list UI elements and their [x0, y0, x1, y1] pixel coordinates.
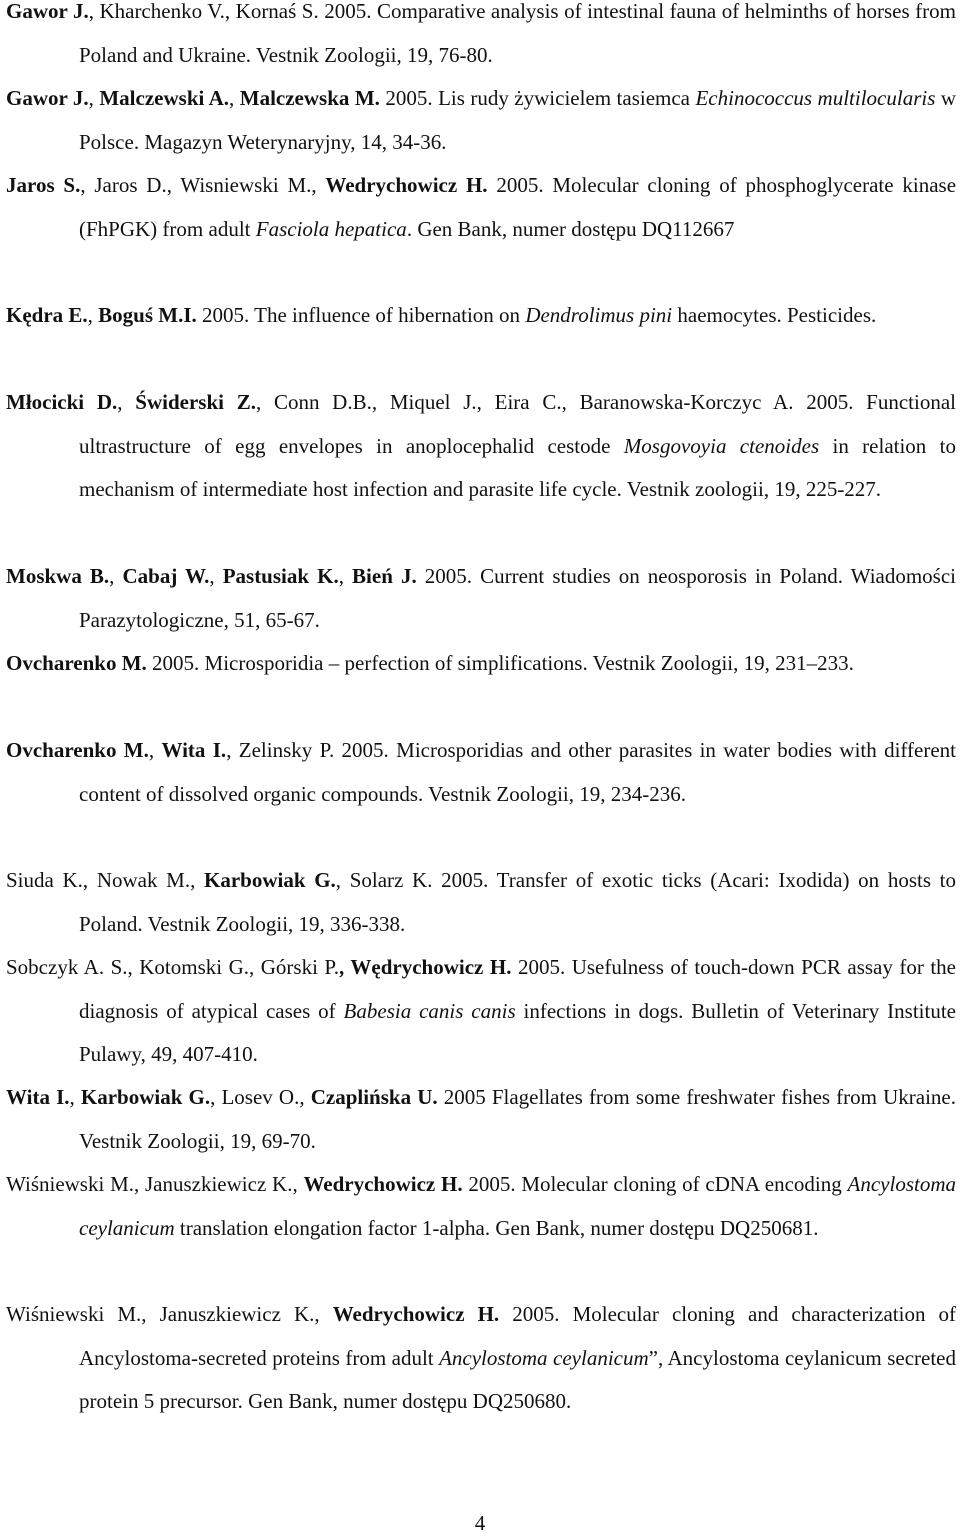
reference-text: 2005. Molecular cloning of phosphoglycerate kinase (FhPGK) from adult	[79, 173, 957, 241]
author-name: Świderski Z.	[135, 390, 256, 414]
author-name: Bień J.	[352, 564, 417, 588]
author-name: Kędra E.	[6, 303, 88, 327]
reference-entry	[6, 381, 956, 512]
reference-text: ,	[338, 564, 353, 588]
reference-text: , Losev O.,	[210, 1085, 311, 1109]
reference-text: ,	[209, 564, 223, 588]
reference-text: 2005. Molecular cloning of cDNA encoding	[462, 1172, 848, 1196]
reference-entry	[6, 294, 956, 338]
reference-text: translation elongation factor 1-alpha. Gen Bank, numer dostępu DQ250681.	[174, 1215, 819, 1240]
reference-text: , Solarz K. 2005. Transfer of exotic ticks (Acari: Ixodida) on hosts to Poland. Vestnik Zoologii, 19, 336-338.	[79, 868, 956, 936]
author-name: Karbowiak G.	[80, 1085, 211, 1109]
reference-text: 2005. Lis rudy żywicielem tasiemca	[379, 86, 696, 110]
author-name: Jaros S.	[6, 173, 81, 197]
species-name: Mosgovoyia ctenoides	[623, 433, 820, 458]
author-name: Wita I.	[6, 1085, 70, 1109]
reference-text: Siuda K., Nowak M.,	[6, 868, 205, 892]
reference-text: 2005. Molecular cloning and characterization of Ancylostoma-secreted proteins from adult	[79, 1302, 957, 1370]
reference-text: 2005. Microsporidia – perfection of simplifications. Vestnik Zoologii, 19, 231–233.	[146, 651, 854, 675]
author-name: Malczewski A.	[99, 86, 230, 110]
reference-entry	[6, 1076, 956, 1163]
reference-text: 2005. Current studies on neosporosis in Poland. Wiadomości Parazytologiczne, 51, 65-67.	[79, 564, 957, 632]
reference-text: ,	[229, 86, 240, 110]
reference-entry	[6, 1163, 956, 1250]
author-name: Gawor J.	[6, 86, 89, 110]
reference-text: , Zelinsky P. 2005. Microsporidias and other parasites in water bodies with different content of dissolved organic compounds. Vestnik Zoologii, 19, 234-236.	[79, 738, 956, 806]
author-name: Wedrychowicz H.	[303, 1172, 463, 1196]
author-name: Boguś M.I.	[98, 303, 197, 327]
author-name: Karbowiak G.	[204, 868, 336, 892]
species-name: Echinococcus multilocularis	[695, 86, 936, 110]
author-name: Wedrychowicz H.	[325, 173, 488, 197]
species-name: Babesia canis canis	[343, 998, 516, 1023]
reference-text: , Jaros D., Wisniewski M.,	[80, 173, 326, 197]
author-name: Malczewska M.	[239, 86, 380, 110]
reference-text: ,	[69, 1085, 81, 1109]
reference-text: ,	[88, 86, 100, 110]
author-name: Moskwa B.	[6, 564, 110, 588]
reference-text: . Gen Bank, numer dostępu DQ112667	[406, 216, 735, 241]
reference-text: 2005. The influence of hibernation on	[196, 303, 526, 327]
reference-text: 2005. Usefulness of touch-down PCR assay for the diagnosis of atypical cases of	[79, 955, 957, 1023]
reference-text: ,	[117, 390, 136, 414]
reference-text: infections in dogs. Bulletin of Veterinary Institute Pulawy, 49, 407-410.	[79, 998, 956, 1067]
species-name: Ancylostoma ceylanicum	[79, 1172, 957, 1240]
author-name: Czaplińska U.	[310, 1085, 438, 1109]
author-name: Ovcharenko M.	[6, 651, 147, 675]
author-name: , Wędrychowicz H.	[339, 955, 512, 979]
reference-entry	[6, 77, 956, 164]
author-name: Ovcharenko M.	[6, 738, 149, 762]
reference-text: ,	[109, 564, 123, 588]
author-name: Pastusiak K.	[222, 564, 339, 588]
reference-entry	[6, 1293, 956, 1424]
reference-entry	[6, 729, 956, 816]
page-number: 4	[474, 1511, 486, 1535]
reference-text: 2005 Flagellates from some freshwater fishes from Ukraine. Vestnik Zoologii, 19, 69-70.	[79, 1085, 957, 1153]
reference-entry	[6, 859, 956, 946]
author-name: Gawor J.	[6, 0, 89, 23]
reference-text: ,	[148, 738, 162, 762]
reference-text: in relation to mechanism of intermediate host infection and parasite life cycle. Vestnik zoologii, 19, 225-227.	[79, 433, 956, 502]
author-name: Wita I.	[161, 738, 227, 762]
reference-text: Sobczyk A. S., Kotomski G., Górski P.	[6, 955, 340, 979]
author-name: Młocicki D.	[6, 390, 118, 414]
reference-entry	[6, 0, 956, 77]
reference-text: , Kharchenko V., Kornaś S. 2005. Comparative analysis of intestinal fauna of helminths of horses from Poland and Ukraine. Vestnik Zoologii, 19, 76-80.	[79, 0, 956, 67]
species-name: Ancylostoma ceylanicum	[439, 1345, 649, 1370]
species-name: Dendrolimus pini	[525, 303, 673, 327]
reference-text: w Polsce. Magazyn Weterynaryjny, 14, 34-36.	[79, 86, 957, 154]
reference-text: haemocytes. Pesticides.	[672, 303, 877, 327]
reference-text: Wiśniewski M., Januszkiewicz K.,	[6, 1172, 304, 1196]
reference-text: ,	[87, 303, 99, 327]
reference-entry	[6, 555, 956, 642]
reference-entry	[6, 642, 956, 686]
reference-text: ”, Ancylostoma ceylanicum secreted protein 5 precursor. Gen Bank, numer dostępu DQ250680.	[79, 1345, 956, 1414]
reference-text: , Conn D.B., Miquel J., Eira C., Baranowska-Korczyc A. 2005. Functional ultrastructure of egg envelopes in anoplocephalid cestode	[79, 390, 957, 458]
reference-entry	[6, 946, 956, 1077]
author-name: Cabaj W.	[122, 564, 210, 588]
author-name: Wedrychowicz H.	[332, 1302, 500, 1326]
reference-text: Wiśniewski M., Januszkiewicz K.,	[6, 1302, 333, 1326]
reference-entry	[6, 164, 956, 251]
species-name: Fasciola hepatica	[255, 216, 407, 241]
